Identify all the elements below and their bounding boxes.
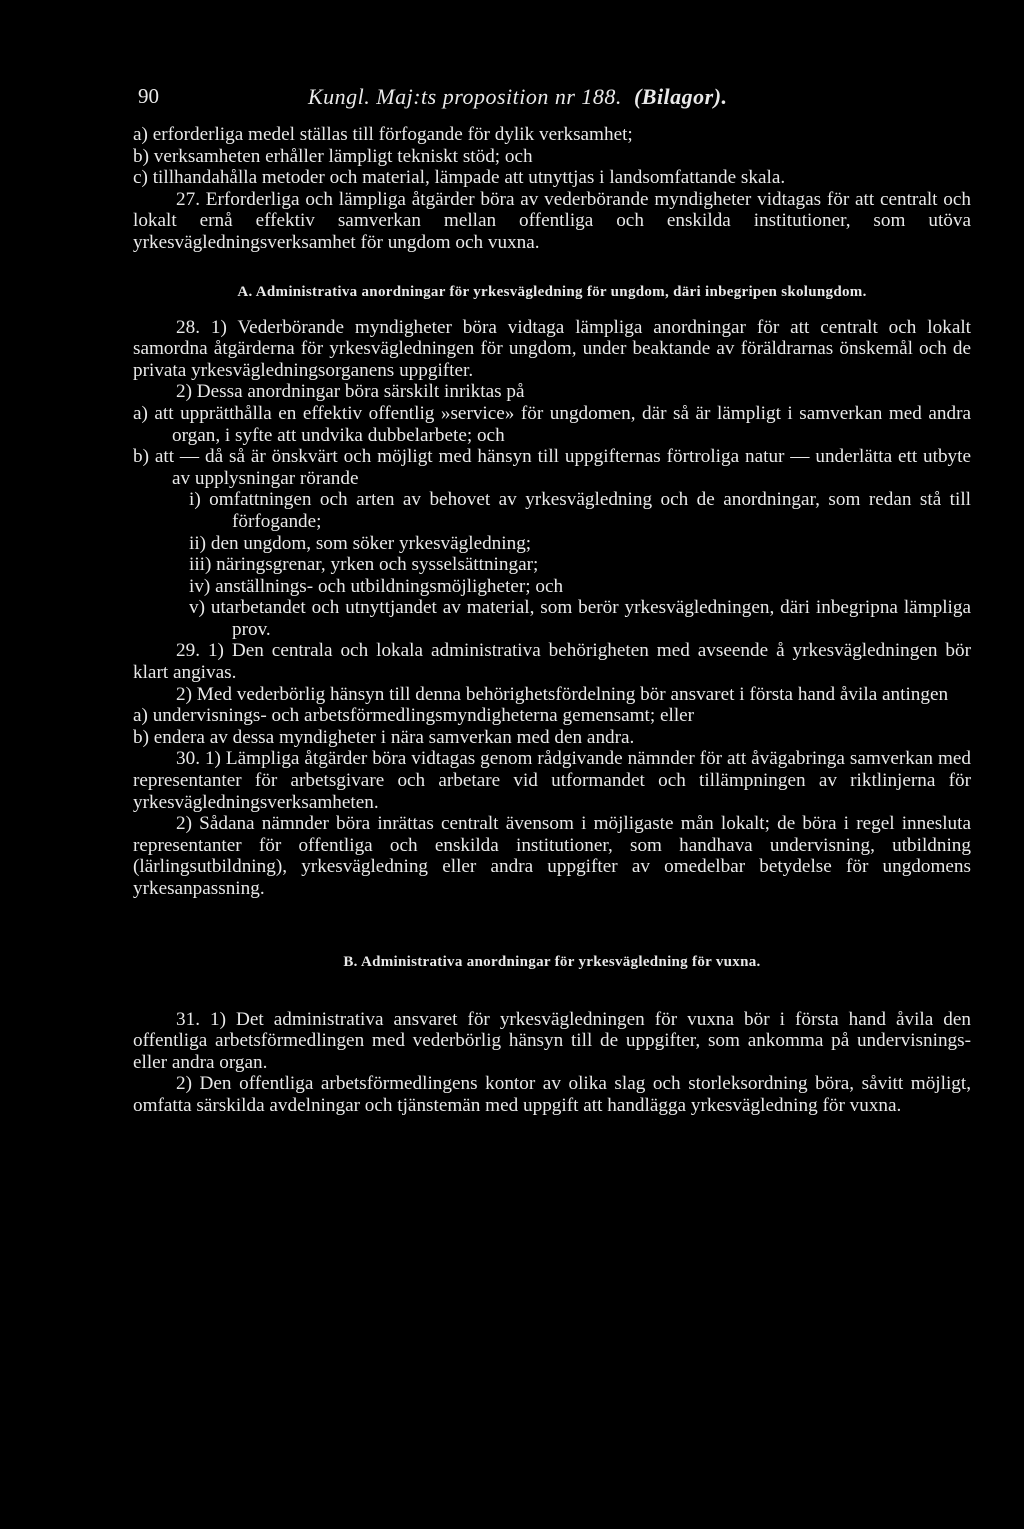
- paragraph-30-2: 2) Sådana nämnder böra inrättas centralt ävensom i möjligaste mån lokalt; de böra i regel innesluta representanter för offentliga och enskilda institutioner, som handhava undervisning, utbildning (lärlingsutbildning), yrkesvägledning eller andra uppgifter av omedelbar betydelse för ungdomens yrkesanpassning.: [133, 813, 971, 899]
- page-header: [138, 84, 988, 114]
- list-item: b) endera av dessa myndigheter i nära samverkan med den andra.: [133, 726, 635, 748]
- list-item: b) att — då så är önskvärt och möjligt med hänsyn till uppgifternas förtroliga natur — underlätta ett utbyte av upplysningar rörande: [133, 446, 971, 489]
- paragraph-29-1: 29. 1) Den centrala och lokala administrativa behörigheten med avseende å yrkesvägledningen bör klart angivas.: [133, 640, 971, 684]
- list-item: a) undervisnings- och arbetsförmedlingsmyndigheterna gemensamt; eller: [133, 705, 695, 727]
- paragraph-28-2: 2) Dessa anordningar böra särskilt inriktas på: [176, 381, 525, 403]
- sub-list-item: i) omfattningen och arten av behovet av yrkesvägledning och de anordningar, som redan stå till förfogande;: [189, 489, 971, 532]
- list-item: b) verksamheten erhåller lämpligt tekniskt stöd; och: [133, 145, 533, 167]
- sub-list-item: iii) näringsgrenar, yrken och sysselsättningar;: [189, 554, 539, 576]
- sub-list-item: ii) den ungdom, som söker yrkesvägledning;: [189, 532, 532, 554]
- running-title-text: Kungl. Maj:ts proposition nr 188.: [308, 84, 622, 109]
- sub-list-item: iv) anställnings- och utbildningsmöjligheter; och: [189, 575, 564, 597]
- list-item: c) tillhandahålla metoder och material, lämpade att utnyttjas i landsomfattande skala.: [133, 167, 786, 189]
- paragraph-27: 27. Erforderliga och lämpliga åtgärder böra av vederbörande myndigheter vidtagas för att centralt och lokalt ernå effektiv samverkan mellan offentliga och enskilda institutioner, som utöva yrkesvägledningsverksamhet för ungdom och vuxna.: [133, 188, 971, 253]
- section-heading-b: B. Administrativa anordningar för yrkesvägledning för vuxna.: [343, 953, 761, 970]
- section-heading-a: A. Administrativa anordningar för yrkesvägledning för ungdom, däri inbegripen skolungdom.: [237, 283, 867, 300]
- paragraph-29-2: 2) Med vederbörlig hänsyn till denna behörighetsfördelning bör ansvaret i första hand åvila antingen: [176, 683, 949, 705]
- paragraph-31-1: 31. 1) Det administrativa ansvaret för yrkesvägledningen för vuxna bör i första hand åvila den offentliga arbetsförmedlingen med vederbörlig hänsyn till de uppgifter, som ankomma på undervisnings- eller andra organ.: [133, 1008, 971, 1073]
- paragraph-28-1: 28. 1) Vederbörande myndigheter böra vidtaga lämpliga anordningar för att centralt och lokalt samordna åtgärderna för yrkesvägledningen för ungdom, under beaktande av föräldrarnas önskemål och de privata yrkesvägledningsorganens uppgifter.: [133, 316, 971, 381]
- running-title-suffix: (Bilagor).: [633, 84, 728, 109]
- running-title: [308, 84, 728, 110]
- paragraph-31-2: 2) Den offentliga arbetsförmedlingens kontor av olika slag och storleksordning böra, såvitt möjligt, omfatta särskilda avdelningar och tjänstemän med uppgift att handlägga yrkesvägledning för vuxna.: [133, 1073, 971, 1116]
- page-number: 90: [138, 84, 159, 108]
- list-item: a) erforderliga medel ställas till förfogande för dylik verksamhet;: [133, 124, 633, 145]
- sub-list-item: v) utarbetandet och utnyttjandet av material, som berör yrkesvägledningen, däri inbegripna lämpliga prov.: [189, 597, 971, 640]
- list-item: a) att upprätthålla en effektiv offentlig »service» för ungdomen, där så är lämpligt i samverkan med andra organ, i syfte att undvika dubbelarbete; och: [133, 402, 971, 446]
- document-body: [133, 124, 971, 1117]
- paragraph-30-1: 30. 1) Lämpliga åtgärder böra vidtagas genom rådgivande nämnder för att åvägabringa samverkan med representanter för arbetsgivare och arbetare vid utformandet och tillämpningen av riktlinjerna för yrkesvägledningsverksamheten.: [133, 748, 971, 813]
